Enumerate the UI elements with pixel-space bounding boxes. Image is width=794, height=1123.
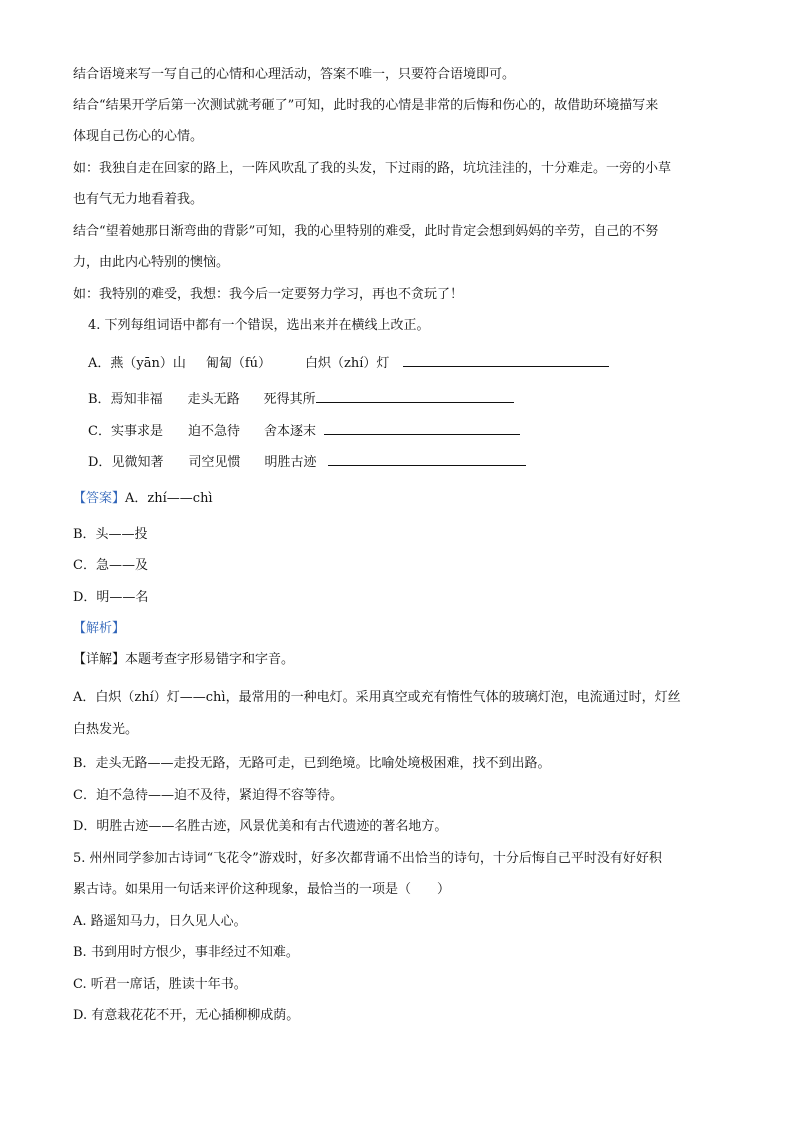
analysis-tag: 【解析】	[73, 621, 126, 636]
analysis-c: C．迫不急待——迫不及待，紧迫得不容等待。	[73, 788, 343, 803]
q4-b-label: B．	[88, 392, 111, 407]
q4-a-word3: 白炽（zhí）灯	[305, 356, 390, 371]
q4-b-answer-line[interactable]	[316, 390, 514, 403]
q5-option-d[interactable]: D. 有意栽花花不开，无心插柳柳成荫。	[73, 1008, 300, 1023]
analysis-detail: 【详解】本题考查字形易错字和字音。	[73, 652, 295, 667]
q4-d-word2: 司空见惯	[188, 455, 241, 470]
q4-c-word2: 迫不急待	[187, 424, 240, 439]
intro-p3-line2: 也有气无力地看着我。	[73, 192, 204, 207]
analysis-d: D．明胜古迹——名胜古迹，风景优美和有古代遗迹的著名地方。	[73, 819, 448, 834]
q4-b-word3: 死得其所	[263, 392, 316, 407]
q5-option-c[interactable]: C. 听君一席话，胜读十年书。	[73, 977, 247, 992]
q4-b-word1: 焉知非福	[110, 392, 163, 407]
q5-stem-line1: 5. 州州同学参加古诗词“飞花令”游戏时，好多次都背诵不出恰当的诗句，十分后悔自己平时没有好好积	[73, 851, 662, 866]
q5-option-b[interactable]: B. 书到用时方恨少，事非经过不知难。	[73, 945, 299, 960]
intro-p2-line2: 体现自己伤心的心情。	[73, 129, 204, 144]
intro-p2-line1: 结合“结果开学后第一次测试就考砸了”可知，此时我的心情是非常的后悔和伤心的，故借助环境描写来	[73, 98, 659, 113]
q4-d-answer-line[interactable]	[328, 453, 526, 466]
analysis-b: B．走头无路——走投无路，无路可走，已到绝境。比喻处境极困难，找不到出路。	[73, 756, 551, 771]
q4-option-a	[88, 354, 609, 373]
answer-tag: 【答案】	[73, 491, 126, 506]
answer-line-a	[73, 490, 213, 508]
q4-d-label: D．	[88, 455, 112, 470]
intro-p1: 结合语境来写一写自己的心情和心理活动，答案不唯一，只要符合语境即可。	[73, 67, 516, 82]
intro-p4-line1: 结合“望着她那日渐弯曲的背影”可知，我的心里特别的难受，此时肯定会想到妈妈的辛劳，自己的不努	[73, 224, 659, 239]
intro-p4-line2: 力，由此内心特别的懊恼。	[73, 255, 230, 270]
q4-a-word1: 燕（yān）山	[110, 356, 186, 371]
q4-option-c	[88, 422, 520, 441]
q4-c-answer-line[interactable]	[324, 422, 520, 435]
q4-b-word2: 走头无路	[187, 392, 240, 407]
analysis-a-line2: 白热发光。	[73, 722, 139, 737]
answer-b: B．头——投	[73, 527, 148, 542]
intro-p5: 如：我特别的难受，我想：我今后一定要努力学习，再也不贪玩了！	[73, 287, 464, 302]
q4-d-word1: 见微知著	[111, 455, 164, 470]
answer-c: C．急——及	[73, 558, 148, 573]
q4-c-label: C．	[88, 424, 111, 439]
q4-a-answer-line[interactable]	[403, 354, 609, 367]
q4-option-b	[88, 390, 514, 409]
intro-p3-line1: 如：我独自走在回家的路上，一阵风吹乱了我的头发，下过雨的路，坑坑洼洼的，十分难走。一旁的小草	[73, 161, 672, 176]
q4-stem: 4. 下列每组词语中都有一个错误，选出来并在横线上改正。	[88, 318, 430, 333]
answer-a: A．zhí——chì	[125, 491, 213, 506]
q4-a-word2: 匍匐（fú）	[205, 356, 272, 371]
q4-c-word3: 舍本逐末	[263, 424, 316, 439]
q5-stem-line2: 累古诗。如果用一句话来评价这种现象，最恰当的一项是（ ）	[73, 882, 451, 897]
q4-c-word1: 实事求是	[110, 424, 163, 439]
analysis-a-line1: A．白炽（zhí）灯——chì，最常用的一种电灯。采用真空或充有惰性气体的玻璃灯泡，电流通过时，灯丝	[73, 690, 681, 705]
q5-option-a[interactable]: A. 路遥知马力，日久见人心。	[73, 914, 247, 929]
q4-a-label: A．	[88, 356, 111, 371]
answer-d: D．明——名	[73, 590, 149, 605]
q4-d-word3: 明胜古迹	[264, 455, 317, 470]
q4-option-d	[88, 453, 526, 472]
